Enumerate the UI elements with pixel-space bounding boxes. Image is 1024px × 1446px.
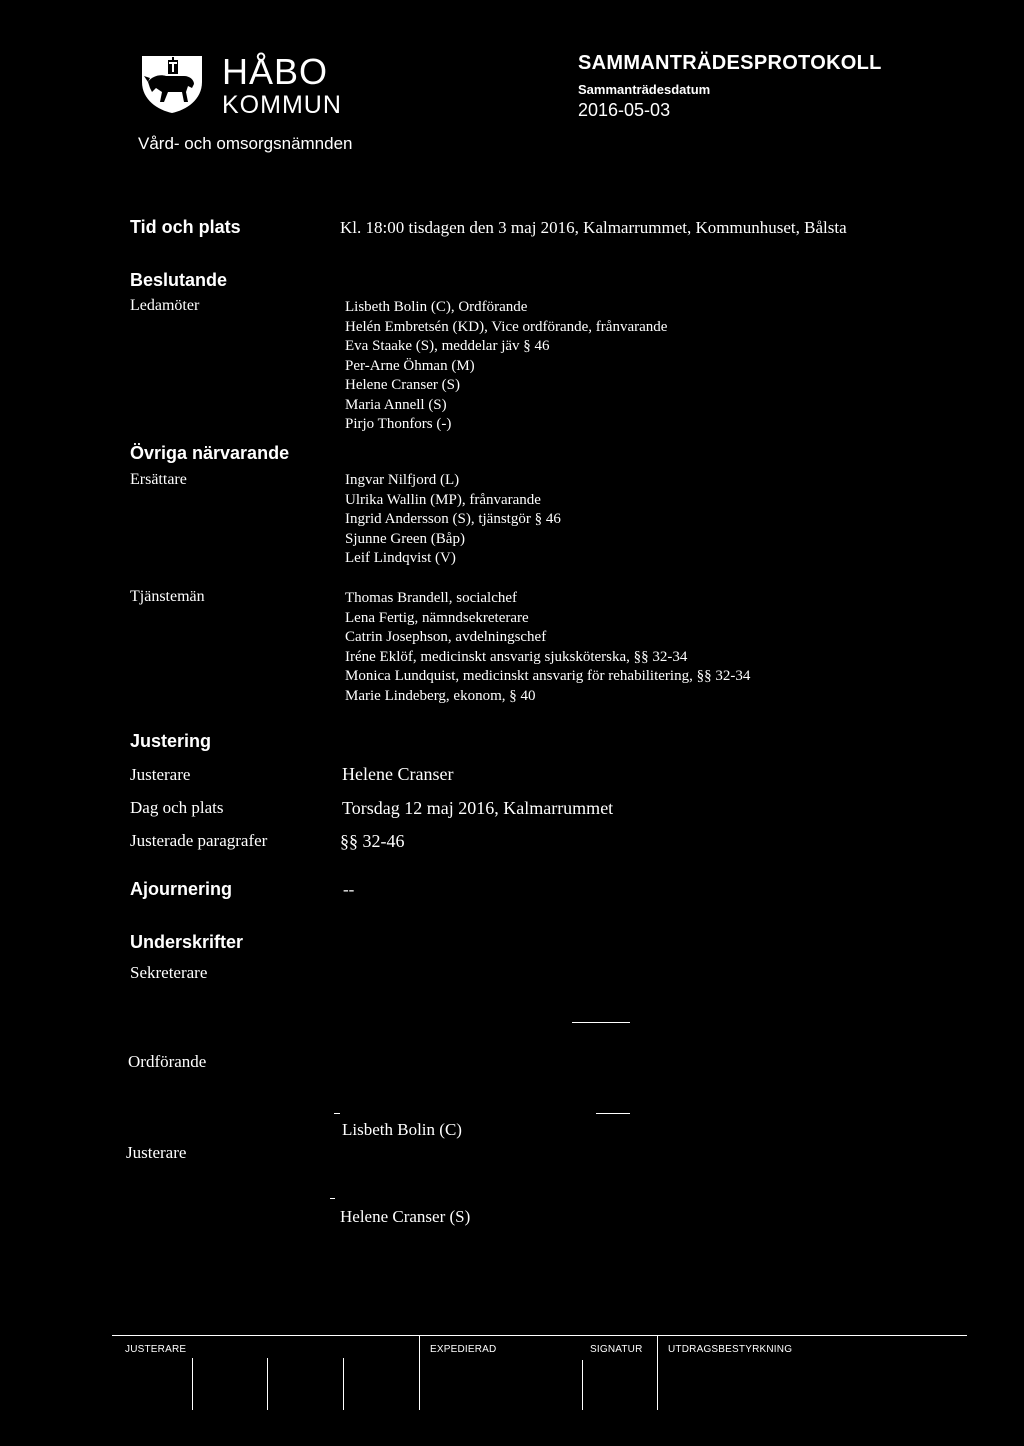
list-item: Iréne Eklöf, medicinskt ansvarig sjuksköterska, §§ 32-34 [345, 648, 688, 665]
dag-och-plats-value: Torsdag 12 maj 2016, Kalmarrummet [342, 798, 614, 818]
justerare-value: Helene Cranser [342, 764, 454, 784]
list-item: Ulrika Wallin (MP), frånvarande [345, 491, 541, 508]
footer-signatur-label: SIGNATUR [590, 1344, 643, 1355]
logo-name: HÅBO [222, 51, 329, 92]
list-item: Pirjo Thonfors (-) [345, 416, 452, 432]
justering-heading: Justering [130, 731, 212, 751]
list-item: Per-Arne Öhman (M) [345, 357, 475, 374]
sekreterare-label: Sekreterare [130, 963, 208, 982]
ordforande-label: Ordförande [128, 1052, 207, 1071]
list-item: Sjunne Green (Båp) [345, 530, 465, 547]
ersattare-label: Ersättare [130, 471, 187, 488]
sekreterare-signature-line [572, 1022, 630, 1023]
list-item: Leif Lindqvist (V) [345, 550, 456, 566]
ledamoter-list [345, 298, 667, 435]
list-item: Lisbeth Bolin (C), Ordförande [345, 299, 528, 315]
list-item: Lena Fertig, nämndsekreterare [345, 609, 529, 626]
protocol-title: SAMMANTRÄDESPROTOKOLL [578, 52, 882, 74]
footer-divider [657, 1336, 658, 1410]
ersattare-list [345, 471, 561, 569]
list-item: Eva Staake (S), meddelar jäv § 46 [345, 338, 550, 354]
footer-expedierad-box [582, 1360, 583, 1410]
ajournering-value: -- [343, 880, 355, 899]
footer-utdragsbestyrkning-label: UTDRAGSBESTYRKNING [668, 1344, 793, 1355]
justerare-signature-line [330, 1198, 335, 1199]
ordforande-name: Lisbeth Bolin (C) [342, 1120, 462, 1139]
justerare-signature-label: Justerare [126, 1143, 187, 1162]
list-item: Helén Embretsén (KD), Vice ordförande, frånvarande [345, 318, 668, 335]
list-item: Ingvar Nilfjord (L) [345, 472, 460, 488]
tjansteman-list [345, 589, 750, 706]
ordforande-signature-line [334, 1113, 340, 1114]
tid-och-plats-value: Kl. 18:00 tisdagen den 3 maj 2016, Kalmarrummet, Kommunhuset, Bålsta [340, 218, 847, 237]
list-item: Ingrid Andersson (S), tjänstgör § 46 [345, 511, 561, 527]
ledamoter-label: Ledamöter [130, 297, 200, 314]
underskrifter-heading: Underskrifter [130, 932, 244, 952]
list-item: Maria Annell (S) [345, 396, 447, 413]
meeting-date-label: Sammanträdesdatum [578, 82, 711, 97]
ordforande-signature-line-end [596, 1113, 630, 1114]
footer-divider [419, 1336, 420, 1410]
footer-justerare-box [192, 1358, 193, 1410]
justerade-paragrafer-value: §§ 32-46 [340, 831, 405, 851]
dag-och-plats-label: Dag och plats [130, 798, 224, 817]
footer-rule [112, 1335, 967, 1336]
department-name: Vård- och omsorgsnämnden [138, 134, 353, 153]
tjansteman-label: Tjänstemän [130, 588, 205, 605]
footer-justerare-box [267, 1358, 268, 1410]
justerade-paragrafer-label: Justerade paragrafer [130, 831, 268, 850]
justerare-name: Helene Cranser (S) [340, 1207, 471, 1226]
footer-justerare-box [343, 1358, 344, 1410]
list-item: Monica Lundquist, medicinskt ansvarig för rehabilitering, §§ 32-34 [345, 668, 751, 684]
coat-of-arms-icon [138, 52, 206, 114]
ajournering-heading: Ajournering [130, 879, 232, 899]
ovriga-narvarande-heading: Övriga närvarande [130, 443, 290, 463]
list-item: Thomas Brandell, socialchef [345, 590, 518, 606]
list-item: Catrin Josephson, avdelningschef [345, 629, 547, 645]
list-item: Marie Lindeberg, ekonom, § 40 [345, 687, 536, 704]
footer-expedierad-label: EXPEDIERAD [430, 1344, 497, 1355]
justerare-label: Justerare [130, 765, 191, 784]
logo-subtitle: KOMMUN [222, 91, 342, 119]
beslutande-heading: Beslutande [130, 270, 228, 290]
footer-justerare-label: JUSTERARE [125, 1344, 187, 1355]
tid-och-plats-heading: Tid och plats [130, 217, 241, 237]
list-item: Helene Cranser (S) [345, 377, 460, 393]
meeting-date-value: 2016-05-03 [578, 100, 671, 120]
